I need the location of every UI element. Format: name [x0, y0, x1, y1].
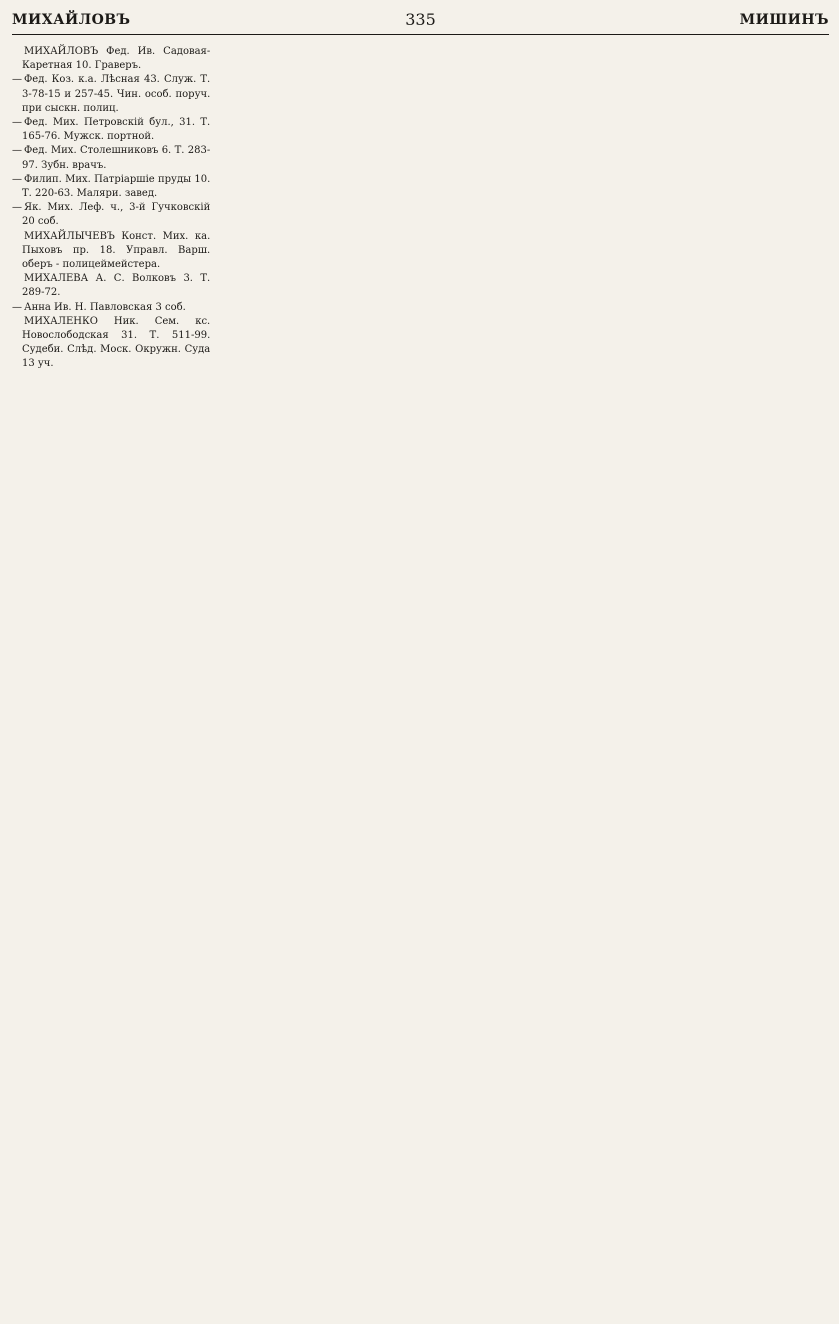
entry-text: МИХАЙЛЫЧЕВЪ Конст. Мих. ка. Пыховъ пр. 18. Управл. Варш. оберъ - полицеймейстера. — [22, 230, 211, 271]
entry-dash: — — [12, 173, 22, 185]
column-4 — [631, 45, 829, 372]
entry-dash: — — [12, 202, 22, 214]
directory-entry — [12, 144, 210, 172]
page-number: 335 — [405, 10, 436, 29]
page-header — [12, 8, 829, 35]
entry-text: Филип. Мих. Патріаршіе пруды 10. Т. 220-63. Маляри. завед. — [22, 173, 211, 200]
directory-entry — [12, 230, 210, 273]
directory-entry — [12, 301, 210, 315]
entry-text: Фед. Мих. Столешниковъ 6. Т. 283-97. Зубн. врачъ. — [22, 145, 211, 171]
directory-entry — [12, 45, 210, 73]
column-2 — [218, 45, 416, 372]
entry-dash: — — [12, 301, 22, 313]
entry-text: Як. Мих. Леф. ч., 3-й Гучковскій 20 соб. — [22, 202, 211, 228]
column-1 — [12, 45, 210, 372]
column-3 — [425, 45, 623, 372]
entry-text: Фед. Коз. к.а. Лѣсная 43. Служ. Т. 3-78-15 и 257-45. Чин. особ. поруч. при сыскн. полиц. — [22, 74, 211, 114]
header-right-surname: МИШИНЪ — [739, 12, 829, 28]
directory-entry — [12, 73, 210, 116]
directory-entry — [12, 315, 210, 372]
entry-dash: — — [12, 117, 22, 129]
entry-dash: — — [12, 74, 22, 86]
entry-text: МИХАЛЕНКО Ник. Сем. кс. Новослободская 31. Т. 511-99. Судеби. Слѣд. Моск. Окружн. Суда 13 уч. — [22, 315, 211, 370]
header-left-surname: МИХАЙЛОВЪ — [12, 12, 131, 28]
columns — [12, 45, 829, 372]
directory-entry — [12, 116, 210, 144]
directory-entry — [12, 201, 210, 229]
entry-text: Анна Ив. Н. Павловская 3 соб. — [24, 301, 186, 313]
entry-text: МИХАЙЛОВЪ Фед. Ив. Садовая-Каретная 10. Граверъ. — [22, 46, 211, 72]
entry-dash: — — [12, 145, 22, 157]
entry-text: Фед. Мих. Петровскій бул., 31. Т. 165-76. Мужск. портной. — [22, 117, 211, 143]
entry-text: МИХАЛЕВА А. С. Волковъ 3. Т. 289-72. — [22, 273, 211, 299]
directory-entry — [12, 173, 210, 201]
directory-entry — [12, 272, 210, 300]
